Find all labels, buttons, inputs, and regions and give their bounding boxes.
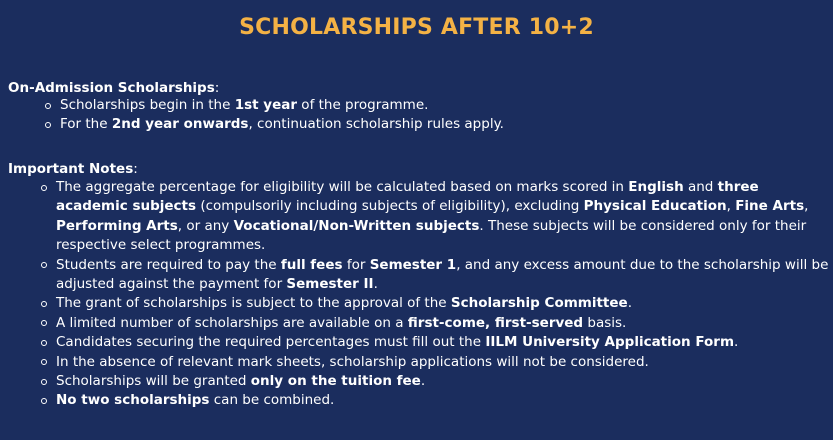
bold-text: Vocational/Non-Written subjects [233,217,480,234]
bold-text: English [628,179,684,195]
text: The aggregate percentage for eligibility will be calculated based on marks scored in [56,179,629,195]
text: basis. [583,314,627,331]
text: , or any [177,217,234,234]
text: , and any excess amount due to the scholarship will be adjusted against the payment for [56,256,829,293]
text: . [627,295,632,312]
bullet-icon [41,320,47,326]
text: . [420,373,426,390]
list-item [40,294,830,313]
list-item [44,96,824,115]
on-admission-list [44,96,824,135]
bold-text: Semester II [286,276,374,293]
text: The grant of scholarships is subject to the approval of the [56,295,451,312]
page-title: SCHOLARSHIPS AFTER 10+2 [239,15,594,40]
text: of the programme. [297,97,429,113]
text: . [373,276,378,293]
text: for [342,256,370,273]
text: and [683,179,718,195]
bold-text: 2nd year onwards [111,116,249,133]
bold-text: Fine Arts [735,198,805,215]
text: , continuation scholarship rules apply. [248,116,504,133]
text: In the absence of relevant mark sheets, scholarship applications will not be considered. [56,353,649,370]
text: , [804,198,809,215]
text: can be combined. [209,392,335,409]
bold-text: only on the tuition fee [250,373,421,390]
text: A limited number of scholarships are available on a [56,314,408,331]
bold-text: full fees [280,256,343,273]
list-item [40,391,830,410]
bold-text: 1st year [234,97,298,113]
text: For the [60,116,112,133]
list-item [40,372,830,391]
bullet-icon [41,398,47,404]
bold-text: Scholarship Committee [450,295,628,312]
text: Students are required to pay the [56,256,281,273]
text: Candidates securing the required percentages must fill out the [56,334,486,351]
text: . These subjects will be considered only for their respective select programmes. [56,217,807,254]
bullet-icon [41,340,47,346]
bold-text: first-come, first-served [407,314,584,331]
on-admission-heading-colon: : [214,80,220,96]
text: Scholarships will be granted [56,373,251,390]
list-item [40,178,830,256]
bold-text: Semester 1 [369,256,457,273]
bold-text: Physical Education [583,198,727,215]
bullet-icon [41,359,47,365]
bullet-icon [41,262,47,268]
bullet-icon [41,379,47,385]
important-notes-heading-text: Important Notes [8,161,134,177]
bold-text: No two scholarships [56,392,210,409]
bold-text: three academic subjects [56,179,759,215]
list-item [40,314,830,333]
text: . [734,334,739,351]
list-item [44,115,824,134]
on-admission-heading-text: On-Admission Scholarships [8,80,215,96]
list-item [40,353,830,372]
text: (compulsorily including subjects of eligibility), excluding [196,198,584,215]
bullet-icon [45,122,51,128]
list-item [40,333,830,352]
bullet-icon [41,185,47,191]
bold-text: Performing Arts [56,217,178,234]
text: , [726,198,736,215]
important-notes-list [40,178,830,411]
bold-text: IILM University Application Form [485,334,735,351]
important-notes-heading [8,160,138,178]
important-notes-heading-colon: : [133,161,138,177]
bullet-icon [41,301,47,307]
on-admission-heading [8,79,219,97]
bullet-icon [45,103,51,109]
list-item [40,256,830,295]
text: Scholarships begin in the [60,97,235,113]
